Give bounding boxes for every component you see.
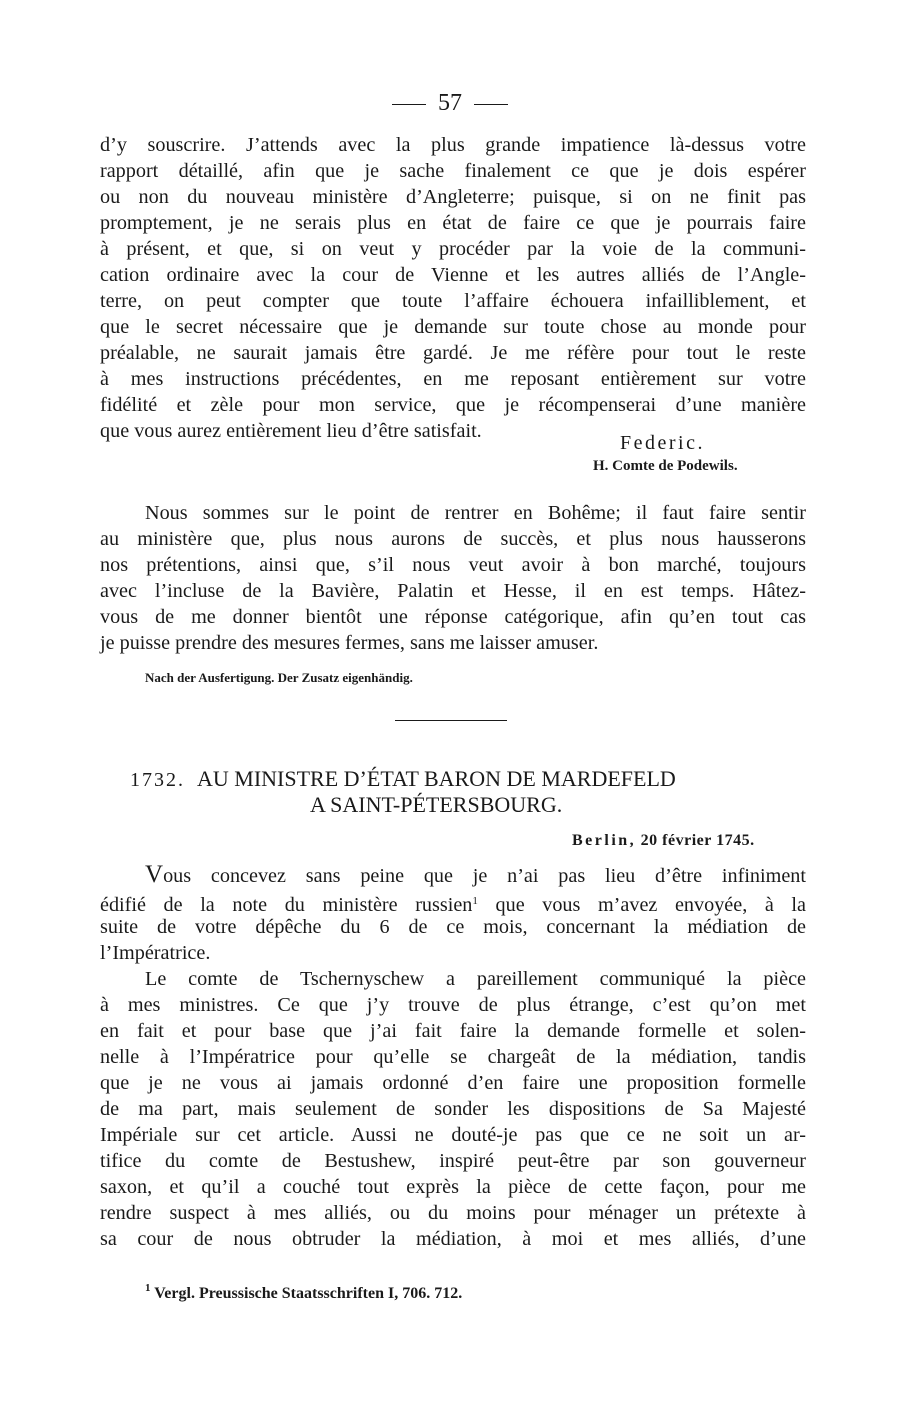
text-line: sa cour de nous obtruder la médiation, à moi et mes alliés, d’une <box>100 1228 806 1250</box>
text-line: Nous sommes sur le point de rentrer en Bohême; il faut faire sentir <box>145 502 806 524</box>
text-line: tifice du comte de Bestushew, inspiré peut-être par son gouverneur <box>100 1150 806 1172</box>
line-text: édifié de la note du ministère russien <box>100 894 473 916</box>
text-line: d’y souscrire. J’attends avec la plus grande impatience là-dessus votre <box>100 134 806 156</box>
text-line: avec l’incluse de la Bavière, Palatin et Hesse, il en est temps. Hâtez- <box>100 580 806 602</box>
text-line <box>100 862 806 888</box>
text-line: vous de me donner bientôt une réponse catégorique, afin qu’en tout cas <box>100 606 806 628</box>
footnote-text: Vergl. Preussische Staatsschriften I, 706. 712. <box>154 1285 463 1302</box>
paragraph-1 <box>100 132 806 444</box>
text-line: que vous aurez entièrement lieu d’être satisfait. <box>100 420 482 442</box>
text-line: ou non du nouveau ministère d’Angleterre; puisque, si on ne finit pas <box>100 186 806 208</box>
footnote-number: 1 <box>145 1282 151 1294</box>
section-divider <box>395 720 507 721</box>
text-line: fidélité et zèle pour mon service, que je récompenserai d’une manière <box>100 394 806 416</box>
text-line: saxon, et qu’il a couché tout exprès la pièce de cette façon, pour me <box>100 1176 806 1198</box>
text-line: Le comte de Tschernyschew a pareillement communiqué la pièce <box>145 968 806 990</box>
text-line: à mes instructions précédentes, en me reposant entièrement sur votre <box>100 368 806 390</box>
text-line: promptement, je ne serais plus en état de faire ce que je pourrais faire <box>100 212 806 234</box>
text-line: je puisse prendre des mesures fermes, sans me laisser amuser. <box>100 632 599 654</box>
text-line: rendre suspect à mes alliés, ou du moins pour ménager un prétexte à <box>100 1202 806 1224</box>
text-line: Impériale sur cet article. Aussi ne douté-je pas que ce ne soit un ar- <box>100 1124 806 1146</box>
page-header <box>0 90 900 117</box>
page-number: 57 <box>438 90 462 116</box>
header-dash-left <box>392 104 426 105</box>
line-text: ous concevez sans peine que je n’ai pas lieu d’être infiniment <box>163 865 806 887</box>
date-place: Berlin, <box>572 832 637 849</box>
text-line: à présent, et que, si on veut y procéder par la voie de la communi- <box>100 238 806 260</box>
dateline <box>572 832 755 850</box>
initial-letter: V <box>145 861 164 888</box>
signature: Federic. <box>620 432 705 454</box>
heading-line-2: A SAINT-PÉTERSBOURG. <box>310 792 563 817</box>
paragraph-4 <box>100 966 806 1252</box>
text-line: préalable, ne saurait jamais être gardé. Je me réfère pour tout le reste <box>100 342 806 364</box>
countersignature: H. Comte de Podewils. <box>593 458 738 474</box>
source-note: Nach der Ausfertigung. Der Zusatz eigenhändig. <box>145 670 413 685</box>
text-line: suite de votre dépêche du 6 de ce mois, concernant la médiation de <box>100 916 806 938</box>
text-line: terre, on peut compter que toute l’affaire échouera infailliblement, et <box>100 290 806 312</box>
text-line: à mes ministres. Ce que j’y trouve de plus étrange, c’est qu’on met <box>100 994 806 1016</box>
text-line: au ministère que, plus nous aurons de succès, et plus nous hausserons <box>100 528 806 550</box>
header-dash-right <box>474 104 508 105</box>
line-text: que vous m’avez envoyée, à la <box>477 894 806 916</box>
date-text: 20 février 1745. <box>640 832 755 849</box>
footnote-marker[interactable]: 1 <box>472 895 478 907</box>
text-line: rapport détaillé, afin que je sache finalement ce que je dois espérer <box>100 160 806 182</box>
paragraph-2 <box>100 500 806 656</box>
text-line: cation ordinaire avec la cour de Vienne et les autres alliés de l’Angle- <box>100 264 806 286</box>
footnote <box>145 1282 462 1303</box>
letter-heading <box>130 766 676 793</box>
paragraph-3 <box>100 862 806 966</box>
text-line: en fait et pour base que j’ai fait faire la demande formelle et solen- <box>100 1020 806 1042</box>
text-line: nos prétentions, ainsi que, s’il nous veut avoir à bon marché, toujours <box>100 554 806 576</box>
text-line: l’Impératrice. <box>100 942 211 964</box>
heading-line-1: AU MINISTRE D’ÉTAT BARON DE MARDEFELD <box>197 766 676 791</box>
text-line: nelle à l’Impératrice pour qu’elle se chargeât de la médiation, tandis <box>100 1046 806 1068</box>
letter-number: 1732. <box>130 769 185 791</box>
text-line: de ma part, mais seulement de sonder les dispositions de Sa Majesté <box>100 1098 806 1120</box>
text-line: que le secret nécessaire que je demande sur toute chose au monde pour <box>100 316 806 338</box>
text-line: que je ne vous ai jamais ordonné d’en faire une proposition formelle <box>100 1072 806 1094</box>
text-line <box>100 888 806 914</box>
